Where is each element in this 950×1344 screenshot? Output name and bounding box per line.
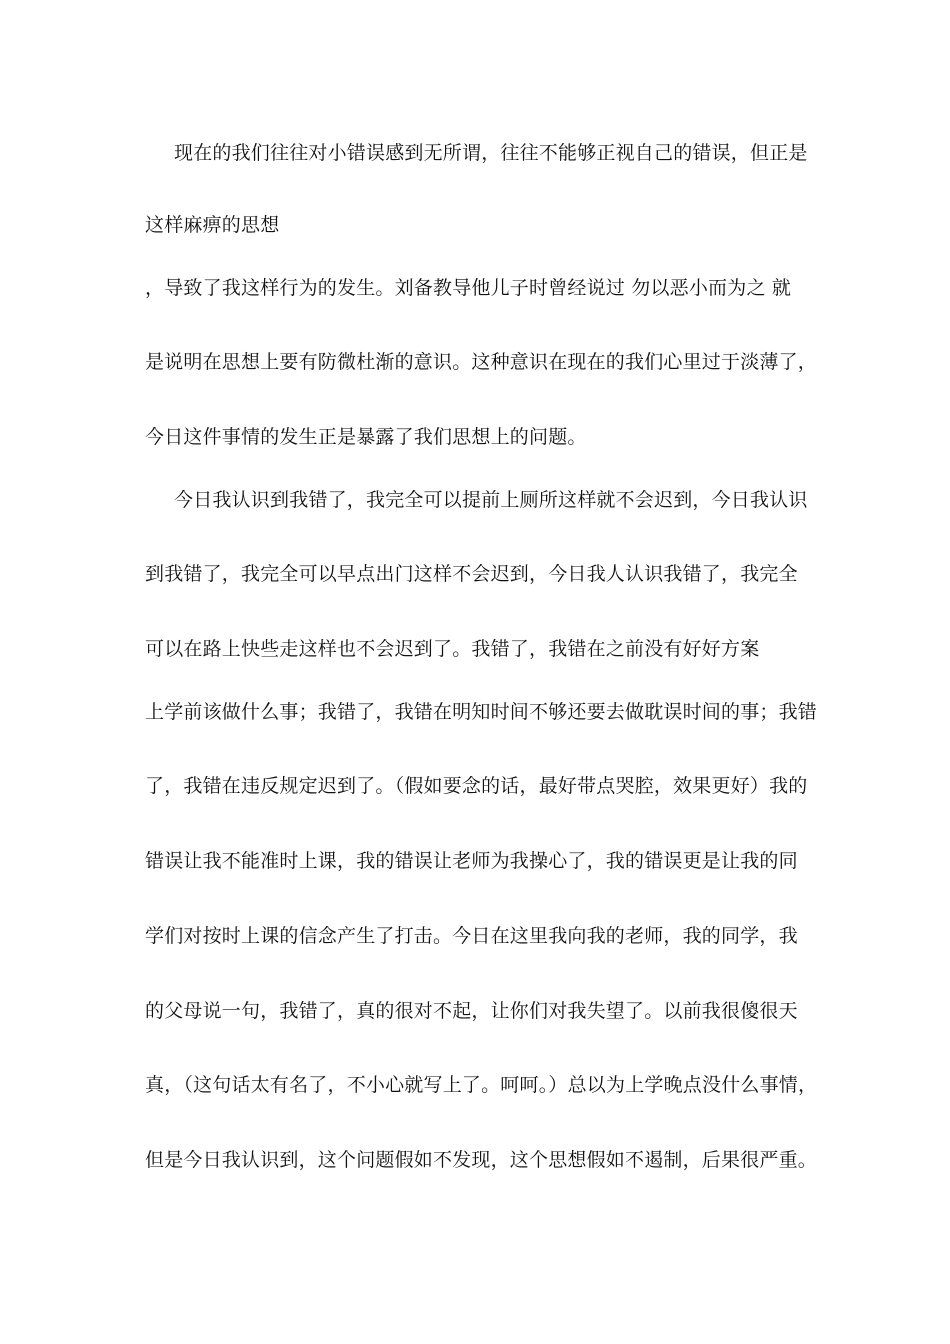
paragraph-line: 是说明在思想上要有防微杜渐的意识。这种意识在现在的我们心里过于淡薄了，	[145, 351, 818, 373]
paragraph-line: 了，我错在违反规定迟到了。（假如要念的话，最好带点哭腔，效果更好）我的	[145, 775, 808, 797]
paragraph-line: 今日这件事情的发生正是暴露了我们思想上的问题。	[145, 426, 587, 448]
paragraph-line: 真，（这句话太有名了，不小心就写上了。呵呵。）总以为上学晚点没什么事情，	[145, 1074, 818, 1096]
paragraph-line: 错误让我不能准时上课，我的错误让老师为我操心了，我的错误更是让我的同	[145, 850, 798, 872]
paragraph-line: 今日我认识到我错了，我完全可以提前上厕所这样就不会迟到，今日我认识	[174, 489, 808, 511]
paragraph-line: ，导致了我这样行为的发生。刘备教导他儿子时曾经说过 勿以恶小而为之 就	[145, 277, 792, 299]
paragraph-line: 可以在路上快些走这样也不会迟到了。我错了，我错在之前没有好好方案	[145, 638, 760, 660]
paragraph-line: 的父母说一句，我错了，真的很对不起，让你们对我失望了。以前我很傻很天	[145, 1000, 798, 1022]
paragraph-line: 这样麻痹的思想	[145, 214, 280, 236]
paragraph-line: 现在的我们往往对小错误感到无所谓，往往不能够正视自己的错误，但正是	[174, 142, 808, 164]
paragraph-line: 上学前该做什么事；我错了，我错在明知时间不够还要去做耽误时间的事；我错	[145, 701, 818, 723]
paragraph-line: 学们对按时上课的信念产生了打击。今日在这里我向我的老师，我的同学，我	[145, 925, 798, 947]
paragraph-line: 但是今日我认识到，这个问题假如不发现，这个思想假如不遏制，后果很严重。	[145, 1149, 818, 1171]
paragraph-line: 到我错了，我完全可以早点出门这样不会迟到，今日我人认识我错了，我完全	[145, 563, 798, 585]
